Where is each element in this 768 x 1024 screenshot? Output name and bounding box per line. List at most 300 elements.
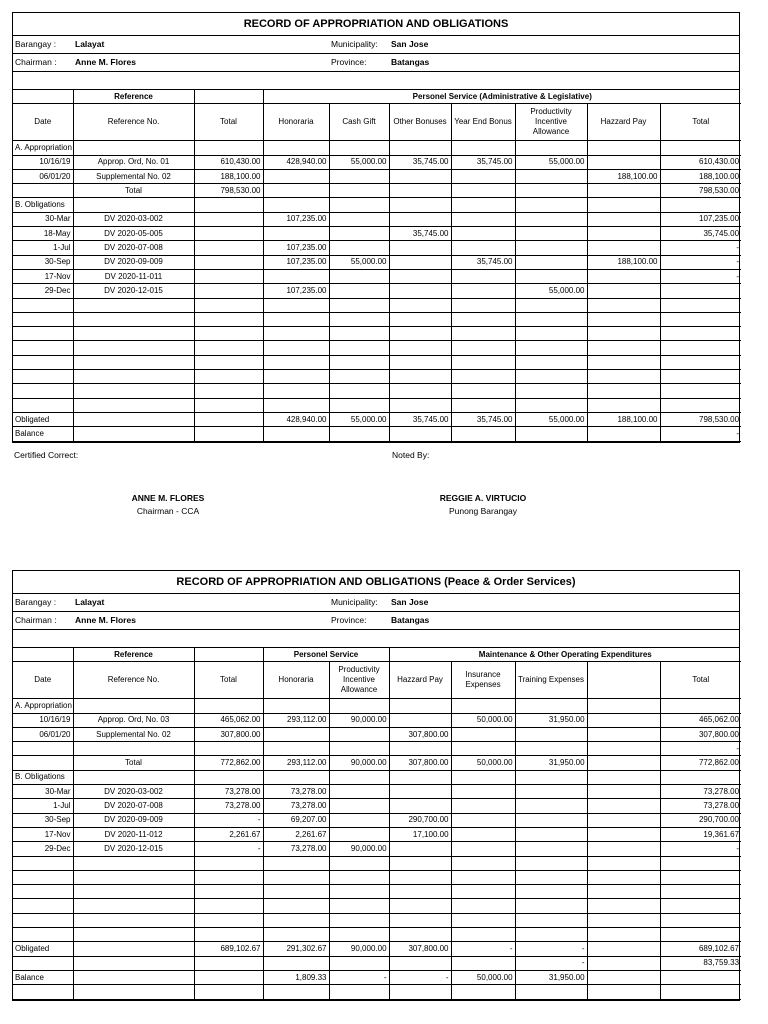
table-cell xyxy=(515,985,587,999)
table-cell: 188,100.00 xyxy=(587,412,660,426)
section-label: A. Appropriation xyxy=(13,141,73,155)
table-cell: 1-Jul xyxy=(13,241,73,255)
table-cell xyxy=(660,699,741,713)
table-cell xyxy=(194,141,263,155)
form1-blank-cell xyxy=(194,90,263,104)
column-header: Reference No. xyxy=(73,104,194,141)
section-label: B. Obligations xyxy=(13,770,73,784)
table-cell xyxy=(451,370,515,384)
table-cell: 798,530.00 xyxy=(194,184,263,198)
table-cell xyxy=(451,856,515,870)
table-cell xyxy=(389,384,451,398)
table-cell xyxy=(13,899,73,913)
table-cell xyxy=(194,370,263,384)
table-cell: 90,000.00 xyxy=(329,713,389,727)
table-row xyxy=(13,827,741,841)
table-cell: DV 2020-07-008 xyxy=(73,241,194,255)
table-cell xyxy=(451,269,515,283)
empty-row xyxy=(13,885,741,899)
table-row xyxy=(13,713,741,727)
table-cell: DV 2020-12-015 xyxy=(73,284,194,298)
table-cell: - xyxy=(451,942,515,956)
table-cell xyxy=(329,141,389,155)
table-cell xyxy=(329,928,389,942)
table-cell xyxy=(389,985,451,999)
table-cell: 90,000.00 xyxy=(329,842,389,856)
table-cell xyxy=(194,856,263,870)
table-cell xyxy=(73,742,194,756)
table-cell xyxy=(13,327,73,341)
signatory-name: ANNE M. FLORES xyxy=(131,493,205,503)
table-cell: 55,000.00 xyxy=(329,155,389,169)
table-cell xyxy=(389,699,451,713)
table-cell xyxy=(587,284,660,298)
table-cell xyxy=(73,899,194,913)
column-header: Year End Bonus xyxy=(451,104,515,141)
table-cell xyxy=(329,856,389,870)
table-cell xyxy=(194,412,263,426)
table-cell xyxy=(587,427,660,441)
table-cell xyxy=(389,913,451,927)
signature-block-chairman xyxy=(68,493,268,516)
table-cell xyxy=(73,370,194,384)
column-header xyxy=(587,662,660,699)
form2-row-chairman xyxy=(13,612,739,630)
table-cell xyxy=(451,699,515,713)
table-cell xyxy=(329,827,389,841)
table-cell xyxy=(263,169,329,183)
table-cell xyxy=(389,241,451,255)
table-cell xyxy=(194,298,263,312)
municipality-label: Municipality: xyxy=(331,597,378,607)
table-cell: Balance xyxy=(13,427,73,441)
table-cell xyxy=(451,384,515,398)
table-cell xyxy=(587,985,660,999)
obligated-row xyxy=(13,942,741,956)
table-cell xyxy=(515,885,587,899)
table-cell xyxy=(587,370,660,384)
table-cell xyxy=(451,727,515,741)
table-cell xyxy=(13,341,73,355)
table-cell xyxy=(389,284,451,298)
table-cell xyxy=(451,398,515,412)
table-cell xyxy=(329,699,389,713)
table-cell xyxy=(389,370,451,384)
obligated-row xyxy=(13,412,741,426)
table-cell: 29-Dec xyxy=(13,284,73,298)
table-cell xyxy=(73,770,194,784)
table-cell xyxy=(587,970,660,984)
table-cell: 10/16/19 xyxy=(13,155,73,169)
table-cell xyxy=(660,770,741,784)
table-cell xyxy=(73,384,194,398)
table-cell xyxy=(587,727,660,741)
table-cell xyxy=(451,298,515,312)
table-cell: 307,800.00 xyxy=(389,756,451,770)
table-cell xyxy=(660,870,741,884)
barangay-label: Barangay : xyxy=(15,597,57,607)
table-cell: 307,800.00 xyxy=(194,727,263,741)
table-cell xyxy=(13,870,73,884)
empty-row xyxy=(13,355,741,369)
form1-reference-group: Reference xyxy=(73,90,194,104)
table-cell xyxy=(389,956,451,970)
table-cell xyxy=(451,212,515,226)
table-cell xyxy=(587,870,660,884)
table-cell xyxy=(660,327,741,341)
table-cell xyxy=(13,756,73,770)
table-cell xyxy=(515,742,587,756)
table-cell xyxy=(263,899,329,913)
table-cell: 610,430.00 xyxy=(660,155,741,169)
table-cell xyxy=(389,355,451,369)
table-cell: Obligated xyxy=(13,942,73,956)
table-cell: DV 2020-11-011 xyxy=(73,269,194,283)
table-cell xyxy=(263,355,329,369)
section-label: A. Appropriation xyxy=(13,699,73,713)
table-cell xyxy=(515,427,587,441)
column-header: Insurance Expenses xyxy=(451,662,515,699)
table-cell xyxy=(451,184,515,198)
signatory-title: Chairman - CCA xyxy=(136,506,200,516)
table-cell xyxy=(263,312,329,326)
table-cell xyxy=(329,885,389,899)
table-cell xyxy=(587,756,660,770)
table-cell: 107,235.00 xyxy=(263,241,329,255)
table-cell: 90,000.00 xyxy=(329,756,389,770)
table-cell: 290,700.00 xyxy=(660,813,741,827)
table-cell xyxy=(515,341,587,355)
table-cell: Approp. Ord, No. 01 xyxy=(73,155,194,169)
table-cell xyxy=(263,298,329,312)
table-cell xyxy=(660,341,741,355)
table-cell: 50,000.00 xyxy=(451,756,515,770)
column-header: Honoraria xyxy=(263,104,329,141)
empty-row xyxy=(13,327,741,341)
form2-blank-cell xyxy=(13,648,73,662)
table-cell xyxy=(194,227,263,241)
table-cell xyxy=(329,956,389,970)
table-row xyxy=(13,155,741,169)
table-cell xyxy=(73,355,194,369)
table-cell: 465,062.00 xyxy=(194,713,263,727)
table-cell xyxy=(13,184,73,198)
table-cell: 31,950.00 xyxy=(515,970,587,984)
table-cell xyxy=(587,241,660,255)
table-cell xyxy=(389,885,451,899)
form2-reference-group: Reference xyxy=(73,648,194,662)
table-cell xyxy=(329,241,389,255)
table-cell: 689,102.67 xyxy=(194,942,263,956)
signatory-name: REGGIE A. VIRTUCIO xyxy=(439,493,527,503)
table-cell xyxy=(451,169,515,183)
table-cell: Balance xyxy=(13,970,73,984)
table-cell xyxy=(515,327,587,341)
column-header: Training Expenses xyxy=(515,662,587,699)
column-header: Total xyxy=(194,104,263,141)
table-cell xyxy=(389,713,451,727)
table-cell: 55,000.00 xyxy=(515,412,587,426)
table-cell xyxy=(451,284,515,298)
table-cell xyxy=(13,384,73,398)
empty-row xyxy=(13,370,741,384)
chairman-label: Chairman : xyxy=(15,615,57,625)
table-cell xyxy=(660,384,741,398)
table-cell: 428,940.00 xyxy=(263,155,329,169)
column-header: Total xyxy=(660,104,741,141)
table-cell xyxy=(451,141,515,155)
table-cell: 35,745.00 xyxy=(389,155,451,169)
table-cell: 73,278.00 xyxy=(194,785,263,799)
form2-blank-cell xyxy=(194,648,263,662)
table-cell: 772,862.00 xyxy=(194,756,263,770)
table-cell xyxy=(389,928,451,942)
form2-mooe-group: Maintenance & Other Operating Expenditures xyxy=(389,648,741,662)
table-cell xyxy=(660,284,741,298)
table-cell xyxy=(389,198,451,212)
table-cell xyxy=(515,241,587,255)
table-cell xyxy=(263,398,329,412)
table-cell: 06/01/20 xyxy=(13,727,73,741)
table-cell xyxy=(587,355,660,369)
form1-body xyxy=(13,141,741,441)
table-cell xyxy=(389,341,451,355)
table-cell xyxy=(660,312,741,326)
table-cell xyxy=(451,799,515,813)
table-row xyxy=(13,212,741,226)
table-cell xyxy=(263,956,329,970)
table-cell xyxy=(73,327,194,341)
table-cell xyxy=(515,827,587,841)
barangay-label: Barangay : xyxy=(15,39,57,49)
table-cell xyxy=(515,312,587,326)
table-cell: - xyxy=(329,970,389,984)
form1-blank-cell xyxy=(13,90,73,104)
table-cell xyxy=(73,942,194,956)
table-cell: 35,745.00 xyxy=(451,255,515,269)
table-cell xyxy=(263,327,329,341)
table-cell: DV 2020-05-005 xyxy=(73,227,194,241)
table-cell xyxy=(329,770,389,784)
table-cell xyxy=(329,913,389,927)
table-cell xyxy=(660,370,741,384)
table-cell xyxy=(451,198,515,212)
empty-row xyxy=(13,398,741,412)
chairman-label: Chairman : xyxy=(15,57,57,67)
table-cell xyxy=(451,928,515,942)
table-cell: 35,745.00 xyxy=(660,227,741,241)
province-label: Province: xyxy=(331,615,367,625)
form2-ps-group: Personel Service xyxy=(263,648,389,662)
table-cell: 107,235.00 xyxy=(263,284,329,298)
table-cell: 307,800.00 xyxy=(389,727,451,741)
table-cell xyxy=(587,398,660,412)
table-cell xyxy=(73,699,194,713)
table-cell: 293,112.00 xyxy=(263,713,329,727)
section-row xyxy=(13,699,741,713)
table-cell xyxy=(13,398,73,412)
table-cell: 290,700.00 xyxy=(389,813,451,827)
form2-table xyxy=(13,648,741,1000)
balance-row xyxy=(13,427,741,441)
table-cell: Supplemental No. 02 xyxy=(73,169,194,183)
table-cell xyxy=(329,813,389,827)
table-cell: Supplemental No. 02 xyxy=(73,727,194,741)
table-cell: 19,361.67 xyxy=(660,827,741,841)
table-cell xyxy=(660,985,741,999)
table-cell: 30-Mar xyxy=(13,212,73,226)
table-cell xyxy=(587,227,660,241)
table-cell xyxy=(451,327,515,341)
table-cell xyxy=(329,169,389,183)
table-cell: 29-Dec xyxy=(13,842,73,856)
form1-row-chairman xyxy=(13,54,739,72)
table-cell xyxy=(263,985,329,999)
table-cell xyxy=(451,899,515,913)
table-cell xyxy=(587,184,660,198)
table-cell xyxy=(587,956,660,970)
form1-table xyxy=(13,90,741,442)
table-cell xyxy=(389,327,451,341)
table-cell xyxy=(194,241,263,255)
table-cell: - xyxy=(660,742,741,756)
table-cell xyxy=(13,856,73,870)
form1-blank-row xyxy=(13,72,739,90)
table-cell xyxy=(73,412,194,426)
table-cell xyxy=(329,398,389,412)
table-cell: 10/16/19 xyxy=(13,713,73,727)
table-cell: 107,235.00 xyxy=(263,255,329,269)
table-cell xyxy=(515,198,587,212)
table-cell xyxy=(451,427,515,441)
empty-row xyxy=(13,298,741,312)
table-cell: Obligated xyxy=(13,412,73,426)
table-cell xyxy=(263,198,329,212)
table-cell xyxy=(389,742,451,756)
table-cell xyxy=(263,885,329,899)
table-cell xyxy=(263,913,329,927)
table-cell xyxy=(13,312,73,326)
table-cell xyxy=(329,727,389,741)
table-cell: Approp. Ord, No. 03 xyxy=(73,713,194,727)
table-cell: DV 2020-09-009 xyxy=(73,813,194,827)
table-cell xyxy=(329,799,389,813)
table-cell xyxy=(389,842,451,856)
table-cell xyxy=(389,398,451,412)
table-cell xyxy=(515,298,587,312)
table-row xyxy=(13,184,741,198)
province-label: Province: xyxy=(331,57,367,67)
table-cell xyxy=(263,141,329,155)
empty-row xyxy=(13,856,741,870)
table-cell xyxy=(587,842,660,856)
form1-column-headers xyxy=(13,104,741,141)
form2-title: RECORD OF APPROPRIATION AND OBLIGATIONS (Peace & Order Services) xyxy=(13,571,739,594)
table-cell xyxy=(587,269,660,283)
table-cell xyxy=(194,398,263,412)
table-cell: 31,950.00 xyxy=(515,756,587,770)
table-cell xyxy=(587,913,660,927)
table-cell xyxy=(660,298,741,312)
empty-row xyxy=(13,913,741,927)
table-cell: 293,112.00 xyxy=(263,756,329,770)
table-cell xyxy=(13,298,73,312)
empty-row xyxy=(13,899,741,913)
column-header: Total xyxy=(194,662,263,699)
table-cell xyxy=(660,928,741,942)
table-row xyxy=(13,241,741,255)
table-cell: - xyxy=(194,813,263,827)
municipality-value: San Jose xyxy=(391,39,429,49)
table-cell xyxy=(389,799,451,813)
table-cell: 107,235.00 xyxy=(660,212,741,226)
table-cell xyxy=(451,742,515,756)
table-cell xyxy=(389,255,451,269)
table-cell xyxy=(263,727,329,741)
table-row xyxy=(13,227,741,241)
table-row xyxy=(13,742,741,756)
table-cell: 18-May xyxy=(13,227,73,241)
section-label: B. Obligations xyxy=(13,198,73,212)
table-cell xyxy=(329,899,389,913)
table-cell xyxy=(515,355,587,369)
table-cell xyxy=(587,827,660,841)
table-cell: 2,261.67 xyxy=(194,827,263,841)
table-cell xyxy=(515,870,587,884)
table-cell xyxy=(263,341,329,355)
table-cell xyxy=(587,899,660,913)
table-cell: 35,745.00 xyxy=(451,155,515,169)
table-cell xyxy=(263,928,329,942)
table-cell xyxy=(660,899,741,913)
column-header: Total xyxy=(660,662,741,699)
signature-block-punong xyxy=(383,493,583,516)
table-cell xyxy=(13,370,73,384)
table-cell: 428,940.00 xyxy=(263,412,329,426)
table-cell xyxy=(263,427,329,441)
table-cell: 30-Sep xyxy=(13,813,73,827)
table-cell xyxy=(515,212,587,226)
table-cell xyxy=(587,799,660,813)
table-cell xyxy=(329,212,389,226)
noted-label: Noted By: xyxy=(392,450,430,460)
table-cell xyxy=(263,370,329,384)
table-cell xyxy=(73,398,194,412)
table-cell xyxy=(587,312,660,326)
table-cell: 188,100.00 xyxy=(587,255,660,269)
table-cell: DV 2020-11-012 xyxy=(73,827,194,841)
table-cell xyxy=(389,899,451,913)
table-cell xyxy=(660,970,741,984)
table-cell xyxy=(389,427,451,441)
table-cell xyxy=(73,298,194,312)
form2-row-barangay xyxy=(13,594,739,612)
chairman-value: Anne M. Flores xyxy=(75,615,136,625)
empty-row xyxy=(13,928,741,942)
table-cell: - xyxy=(660,842,741,856)
table-cell xyxy=(451,885,515,899)
table-cell xyxy=(329,284,389,298)
table-cell xyxy=(329,985,389,999)
table-cell xyxy=(660,913,741,927)
table-row xyxy=(13,799,741,813)
table-cell xyxy=(263,742,329,756)
empty-row xyxy=(13,312,741,326)
table-cell: 06/01/20 xyxy=(13,169,73,183)
table-cell: 107,235.00 xyxy=(263,212,329,226)
table-cell xyxy=(194,870,263,884)
table-cell: 188,100.00 xyxy=(194,169,263,183)
